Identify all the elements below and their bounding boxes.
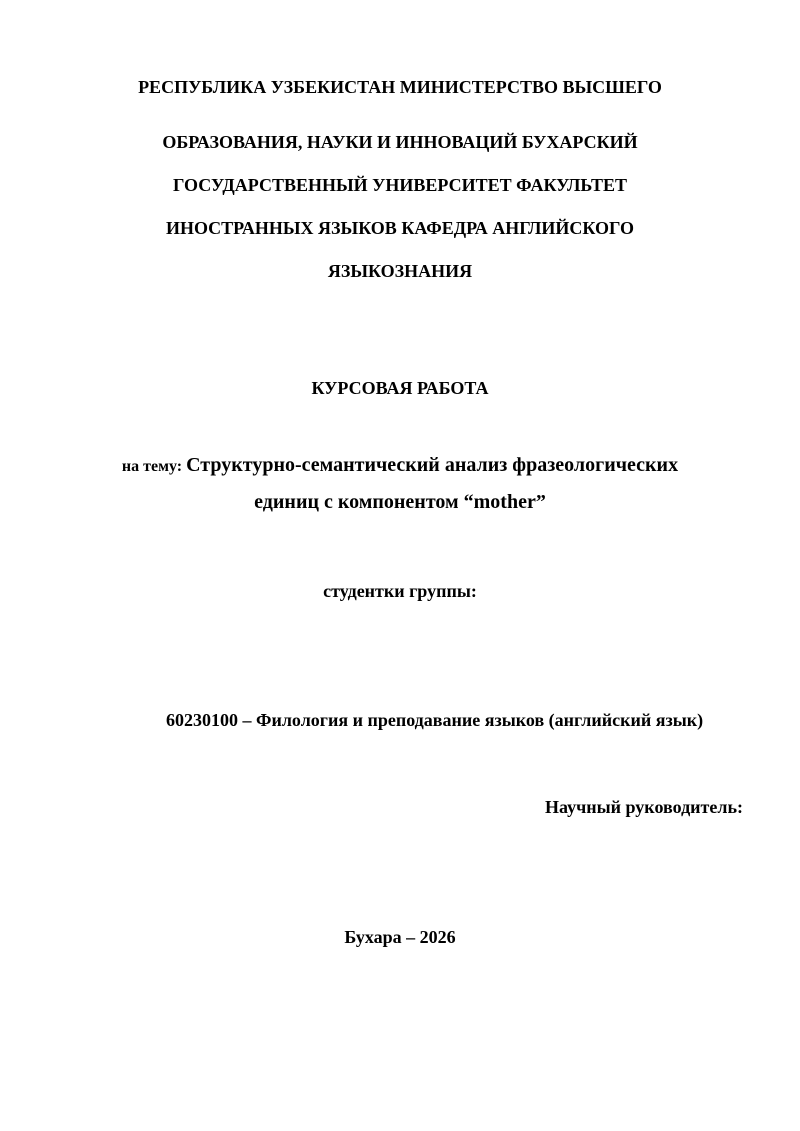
topic-title-line-2: единиц с компонентом “mother” <box>254 491 546 513</box>
topic-prefix: на тему: <box>121 458 183 475</box>
city-year: Бухара – 2026 <box>344 927 456 947</box>
specialty-line: 60230100 – Филология и преподавание языков (английский язык) <box>166 710 704 730</box>
header-line-1: РЕСПУБЛИКА УЗБЕКИСТАН МИНИСТЕРСТВО ВЫСШЕГО <box>138 77 662 97</box>
student-label: студентки группы: <box>323 581 477 601</box>
topic-title-line-1: Структурно-семантический анализ фразеологических <box>186 454 679 476</box>
header-line-2: ОБРАЗОВАНИЯ, НАУКИ И ИННОВАЦИЙ БУХАРСКИЙ <box>162 132 638 152</box>
work-type-title: КУРСОВАЯ РАБОТА <box>311 378 489 398</box>
header-line-3: ГОСУДАРСТВЕННЫЙ УНИВЕРСИТЕТ ФАКУЛЬТЕТ <box>173 175 627 195</box>
topic-line-1 <box>0 453 800 479</box>
header-line-5: ЯЗЫКОЗНАНИЯ <box>327 261 473 281</box>
header-line-4: ИНОСТРАННЫХ ЯЗЫКОВ КАФЕДРА АНГЛИЙСКОГО <box>165 218 635 238</box>
supervisor-label: Научный руководитель: <box>545 797 743 817</box>
topic-line-2 <box>0 490 800 516</box>
